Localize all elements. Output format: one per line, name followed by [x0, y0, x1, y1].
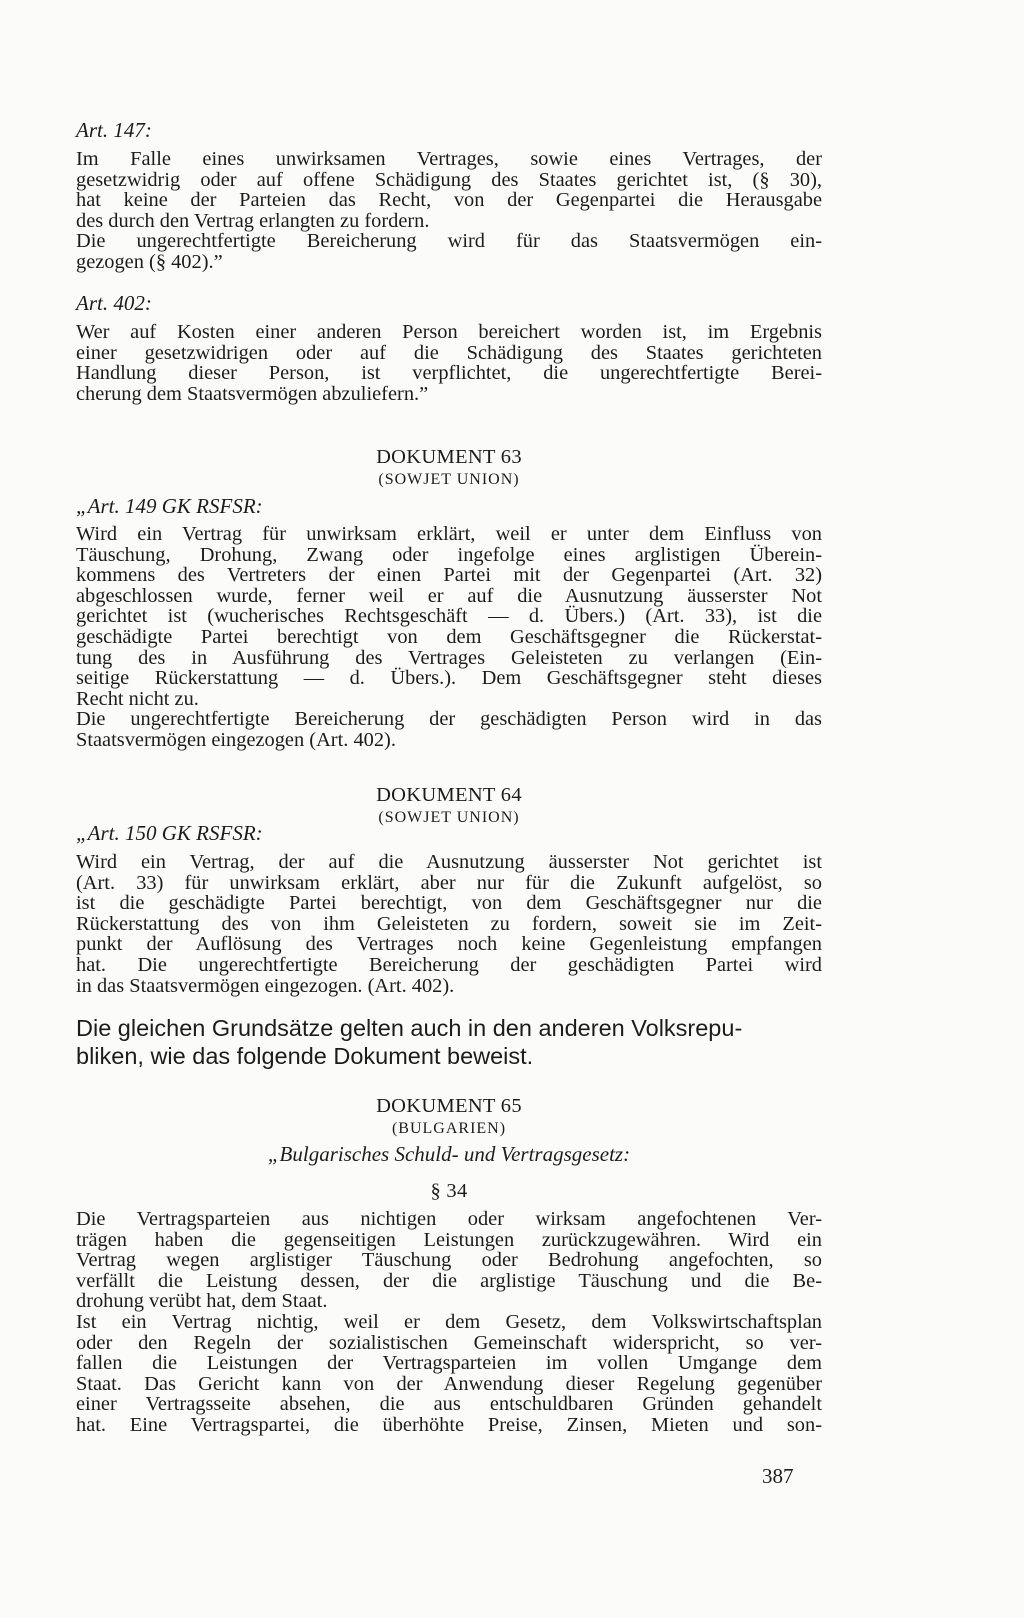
text-line: Wird ein Vertrag, der auf die Ausnutzung äusserster Not gerichtet ist	[76, 851, 822, 873]
text-line: in das Staatsvermögen eingezogen. (Art. 402).	[76, 974, 455, 997]
dokument-65-subtitle: (BULGARIEN)	[391, 1120, 507, 1137]
text-line: Im Falle eines unwirksamen Vertrages, sowie eines Vertrages, der	[76, 148, 822, 170]
text-line: hat. Eine Vertragspartei, die überhöhte Preise, Zinsen, Mieten und son-	[76, 1413, 822, 1436]
text-line: kommens des Vertreters der einen Partei mit der Gegenpartei (Art. 32)	[76, 564, 822, 587]
text-line: Die ungerechtfertigte Bereicherung der geschädigten Person wird in das	[76, 708, 822, 731]
section-34-text	[76, 1209, 822, 1436]
art-149-heading: „Art. 149 GK RSFSR:	[76, 494, 263, 518]
text-line: Die gleichen Grundsätze gelten auch in den anderen Volksrepu-	[76, 1015, 743, 1041]
art-150-text	[76, 852, 822, 996]
art-149-text	[76, 524, 822, 751]
text-line: gerichtet ist (wucherisches Rechtsgeschäft — d. Übers.) (Art. 33), ist die	[76, 605, 822, 628]
text-line: drohung verübt hat, dem Staat.	[76, 1290, 328, 1313]
text-line: bliken, wie das folgende Dokument beweist.	[76, 1043, 534, 1069]
text-line: seitige Rückerstattung — d. Übers.). Dem Geschäftsgegner steht dieses	[76, 667, 822, 690]
text-line: trägen haben die gegenseitigen Leistungen zurückzugewähren. Wird ein	[76, 1228, 822, 1251]
art-402-text	[76, 322, 822, 404]
commentary-text	[76, 1014, 822, 1070]
text-line: Vertrag wegen arglistiger Täuschung oder Bedrohung angefochten, so	[76, 1249, 822, 1272]
art-402-heading: Art. 402:	[76, 291, 152, 315]
dokument-63-subtitle: (SOWJET UNION)	[378, 471, 520, 488]
dokument-64-subtitle: (SOWJET UNION)	[378, 809, 520, 826]
text-line: Rückerstattung des von ihm Geleisteten zu fordern, soweit sie im Zeit-	[76, 912, 822, 935]
text-line: gesetzwidrig oder auf offene Schädigung des Staates gerichtet ist, (§ 30),	[76, 168, 822, 191]
text-line: ist die geschädigte Partei berechtigt, von dem Geschäftsgegner nur die	[76, 892, 822, 915]
text-line: Staatsvermögen eingezogen (Art. 402).	[76, 728, 396, 751]
text-line: verfällt die Leistung dessen, der die arglistige Täuschung und die Be-	[76, 1269, 822, 1292]
text-line: punkt der Auflösung des Vertrages noch keine Gegenleistung empfangen	[76, 933, 822, 956]
text-line: Wird ein Vertrag für unwirksam erklärt, weil er unter dem Einfluss von	[76, 523, 822, 545]
dokument-63-title: DOKUMENT 63	[376, 446, 522, 468]
art-147-heading: Art. 147:	[76, 118, 152, 142]
text-line: Recht nicht zu.	[76, 687, 199, 710]
text-line: abgeschlossen wurde, ferner weil er auf die Ausnutzung äusserster Not	[76, 584, 822, 607]
text-line: gezogen (§ 402).”	[76, 250, 223, 273]
text-line: tung des in Ausführung des Vertrages Geleisteten zu verlangen (Ein-	[76, 646, 822, 669]
section-34-heading: § 34	[430, 1180, 468, 1202]
art-147-text	[76, 149, 822, 273]
text-line: Die Vertragsparteien aus nichtigen oder wirksam angefochtenen Ver-	[76, 1208, 822, 1230]
text-line: cherung dem Staatsvermögen abzuliefern.”	[76, 382, 429, 405]
text-line: fallen die Leistungen der Vertragsparteien im vollen Umgange dem	[76, 1352, 822, 1375]
dokument-65-title: DOKUMENT 65	[376, 1095, 522, 1117]
text-line: oder den Regeln der sozialistischen Gemeinschaft widerspricht, so ver-	[76, 1331, 822, 1354]
text-line: hat keine der Parteien das Recht, von der Gegenpartei die Herausgabe	[76, 189, 822, 212]
text-line: des durch den Vertrag erlangten zu fordern.	[76, 209, 430, 232]
text-line: Staat. Das Gericht kann von der Anwendung dieser Regelung gegenüber	[76, 1372, 822, 1395]
text-line: einer gesetzwidrigen oder auf die Schädigung des Staates gerichteten	[76, 341, 822, 364]
text-line: geschädigte Partei berechtigt von dem Geschäftsgegner die Rückerstat-	[76, 625, 822, 648]
text-line: Täuschung, Drohung, Zwang oder ingefolge eines arglistigen Überein-	[76, 543, 822, 566]
text-line: Ist ein Vertrag nichtig, weil er dem Gesetz, dem Volkswirtschaftsplan	[76, 1310, 822, 1333]
dokument-64-title: DOKUMENT 64	[376, 784, 522, 806]
art-150-heading: „Art. 150 GK RSFSR:	[76, 821, 263, 845]
text-line: (Art. 33) für unwirksam erklärt, aber nur für die Zukunft aufgelöst, so	[76, 871, 822, 894]
text-line: Handlung dieser Person, ist verpflichtet, die ungerechtfertigte Berei-	[76, 362, 822, 385]
text-line: einer Vertragsseite absehen, die aus entschuldbaren Gründen gehandelt	[76, 1393, 822, 1416]
text-line: Die ungerechtfertigte Bereicherung wird für das Staatsvermögen ein-	[76, 230, 822, 253]
text-line: hat. Die ungerechtfertigte Bereicherung der geschädigten Partei wird	[76, 953, 822, 976]
page-number: 387	[762, 1464, 794, 1488]
text-line: Wer auf Kosten einer anderen Person bereichert worden ist, im Ergebnis	[76, 321, 822, 343]
bulgarian-law-heading: „Bulgarisches Schuld- und Vertragsgesetz:	[267, 1142, 631, 1166]
